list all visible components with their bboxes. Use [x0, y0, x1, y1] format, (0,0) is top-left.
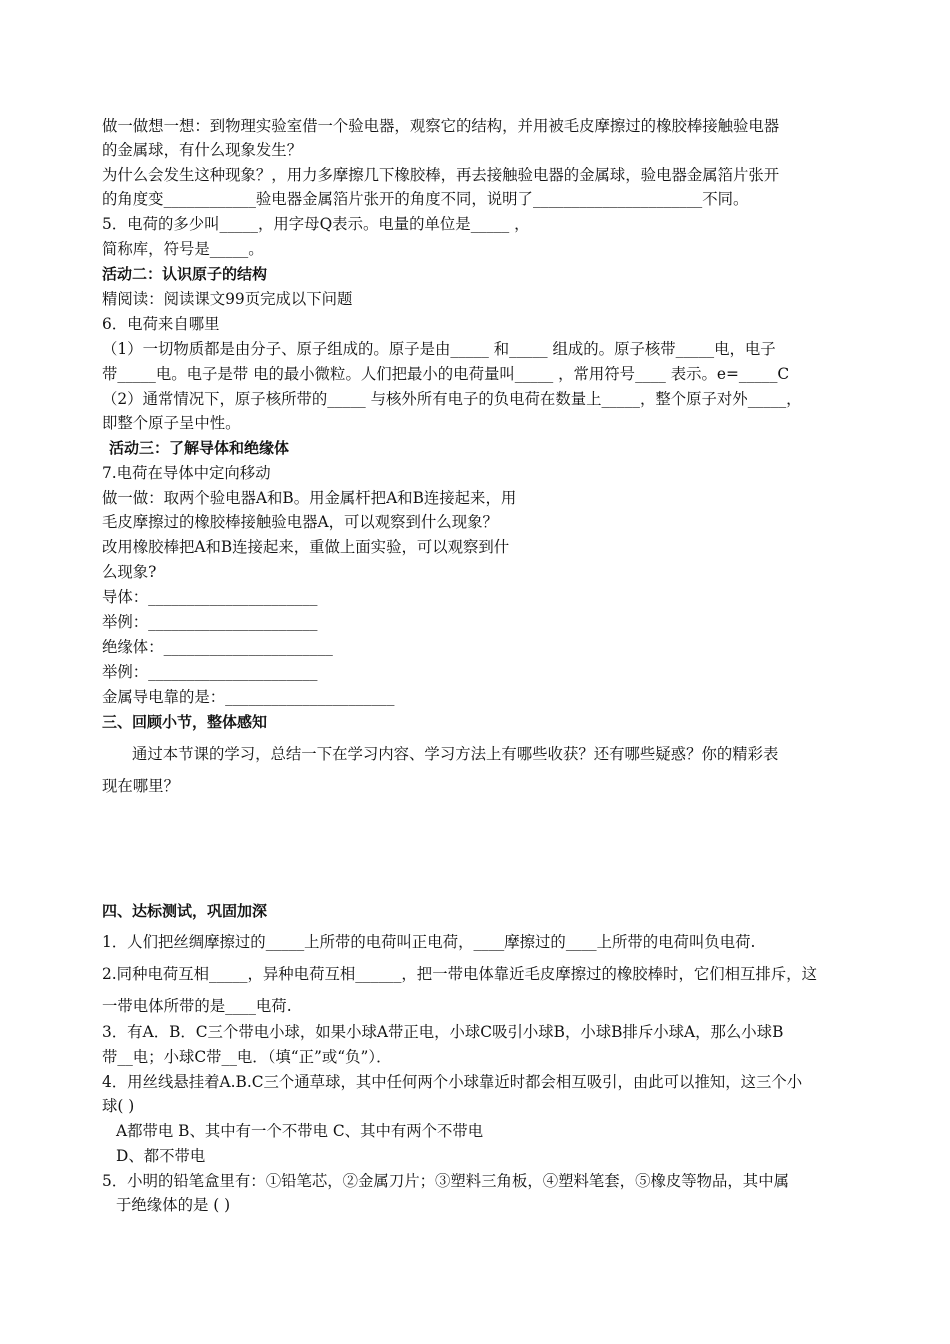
text-line: 举例：______________________	[102, 663, 318, 681]
text-line: 5．电荷的多少叫_____，用字母Q表示。电量的单位是_____ ，	[102, 215, 530, 233]
text-line: 带__电；小球C带__电．（填“正”或“负”）．	[102, 1048, 392, 1066]
text-line: 2.同种电荷互相_____，异种电荷互相______，把一带电体靠近毛皮摩擦过的橡胶棒时，它们相互排斥，这	[102, 965, 817, 983]
text-line: 通过本节课的学习，总结一下在学习内容、学习方法上有哪些收获？还有哪些疑惑？你的精彩表	[132, 745, 779, 763]
section-heading: 活动二：认识原子的结构	[102, 265, 268, 283]
text-line: 7.电荷在导体中定向移动	[102, 464, 271, 482]
text-line: 为什么会发生这种现象？，用力多摩擦几下橡胶棒，再去接触验电器的金属球，验电器金属箔片张开	[102, 166, 780, 184]
answer-options: A都带电 B、其中有一个不带电 C、其中有两个不带电	[116, 1122, 484, 1140]
text-line: 毛皮摩擦过的橡胶棒接触验电器A，可以观察到什么现象？	[102, 513, 498, 531]
text-line: 的角度变____________验电器金属箔片张开的角度不同，说明了______________________不同。	[102, 190, 749, 208]
section-heading: 活动三：了解导体和绝缘体	[109, 439, 290, 457]
text-line: 现在哪里？	[102, 777, 179, 795]
text-line: 的金属球，有什么现象发生？	[102, 141, 303, 159]
text-line: 球( )	[102, 1097, 135, 1115]
text-line: 改用橡胶棒把A和B连接起来，重做上面实验，可以观察到什	[102, 538, 510, 556]
text-line: 么现象?	[102, 563, 157, 581]
text-line: 即整个原子呈中性。	[102, 414, 241, 432]
text-line: 3．有A．B．C三个带电小球，如果小球A带正电，小球C吸引小球B，小球B排斥小球A，那么小球B	[102, 1023, 784, 1041]
text-line: 做一做想一想：到物理实验室借一个验电器，观察它的结构，并用被毛皮摩擦过的橡胶棒接触验电器	[102, 117, 780, 135]
text-line: （2）通常情况下，原子核所带的_____ 与核外所有电子的负电荷在数量上_____，整个原子对外_____，	[102, 390, 802, 408]
text-line: 于绝缘体的是 ( )	[116, 1196, 231, 1214]
text-line: 导体：______________________	[102, 588, 318, 606]
text-line: （1）一切物质都是由分子、原子组成的。原子是由_____ 和_____ 组成的。原子核带_____电，电子	[102, 340, 776, 358]
section-heading: 四、达标测试，巩固加深	[102, 902, 268, 920]
text-line: 5．小明的铅笔盒里有：①铅笔芯，②金属刀片；③塑料三角板，④塑料笔套，⑤橡皮等物品，其中属	[102, 1172, 789, 1190]
text-line: 金属导电靠的是：______________________	[102, 688, 395, 706]
text-line: 绝缘体：______________________	[102, 638, 333, 656]
text-line: 举例：______________________	[102, 613, 318, 631]
text-line: 简称库，符号是_____。	[102, 240, 264, 258]
answer-option: D、都不带电	[116, 1147, 206, 1165]
text-line: 4．用丝线悬挂着A.B.C三个通草球，其中任何两个小球靠近时都会相互吸引，由此可以推知，这三个小	[102, 1073, 803, 1091]
text-line: 1．人们把丝绸摩擦过的_____上所带的电荷叫正电荷，____摩擦过的____上所带的电荷叫负电荷.	[102, 933, 756, 951]
text-line: 一带电体所带的是____电荷.	[102, 997, 292, 1015]
text-line: 带_____电。电子是带 电的最小微粒。人们把最小的电荷量叫_____ ，常用符号____ 表示。e=_____C	[102, 365, 790, 383]
text-line: 6．电荷来自哪里	[102, 315, 220, 333]
text-line: 精阅读：阅读课文99页完成以下问题	[102, 290, 353, 308]
section-heading: 三、回顾小节，整体感知	[102, 713, 268, 731]
text-line: 做一做：取两个验电器A和B。用金属杆把A和B连接起来，用	[102, 489, 517, 507]
